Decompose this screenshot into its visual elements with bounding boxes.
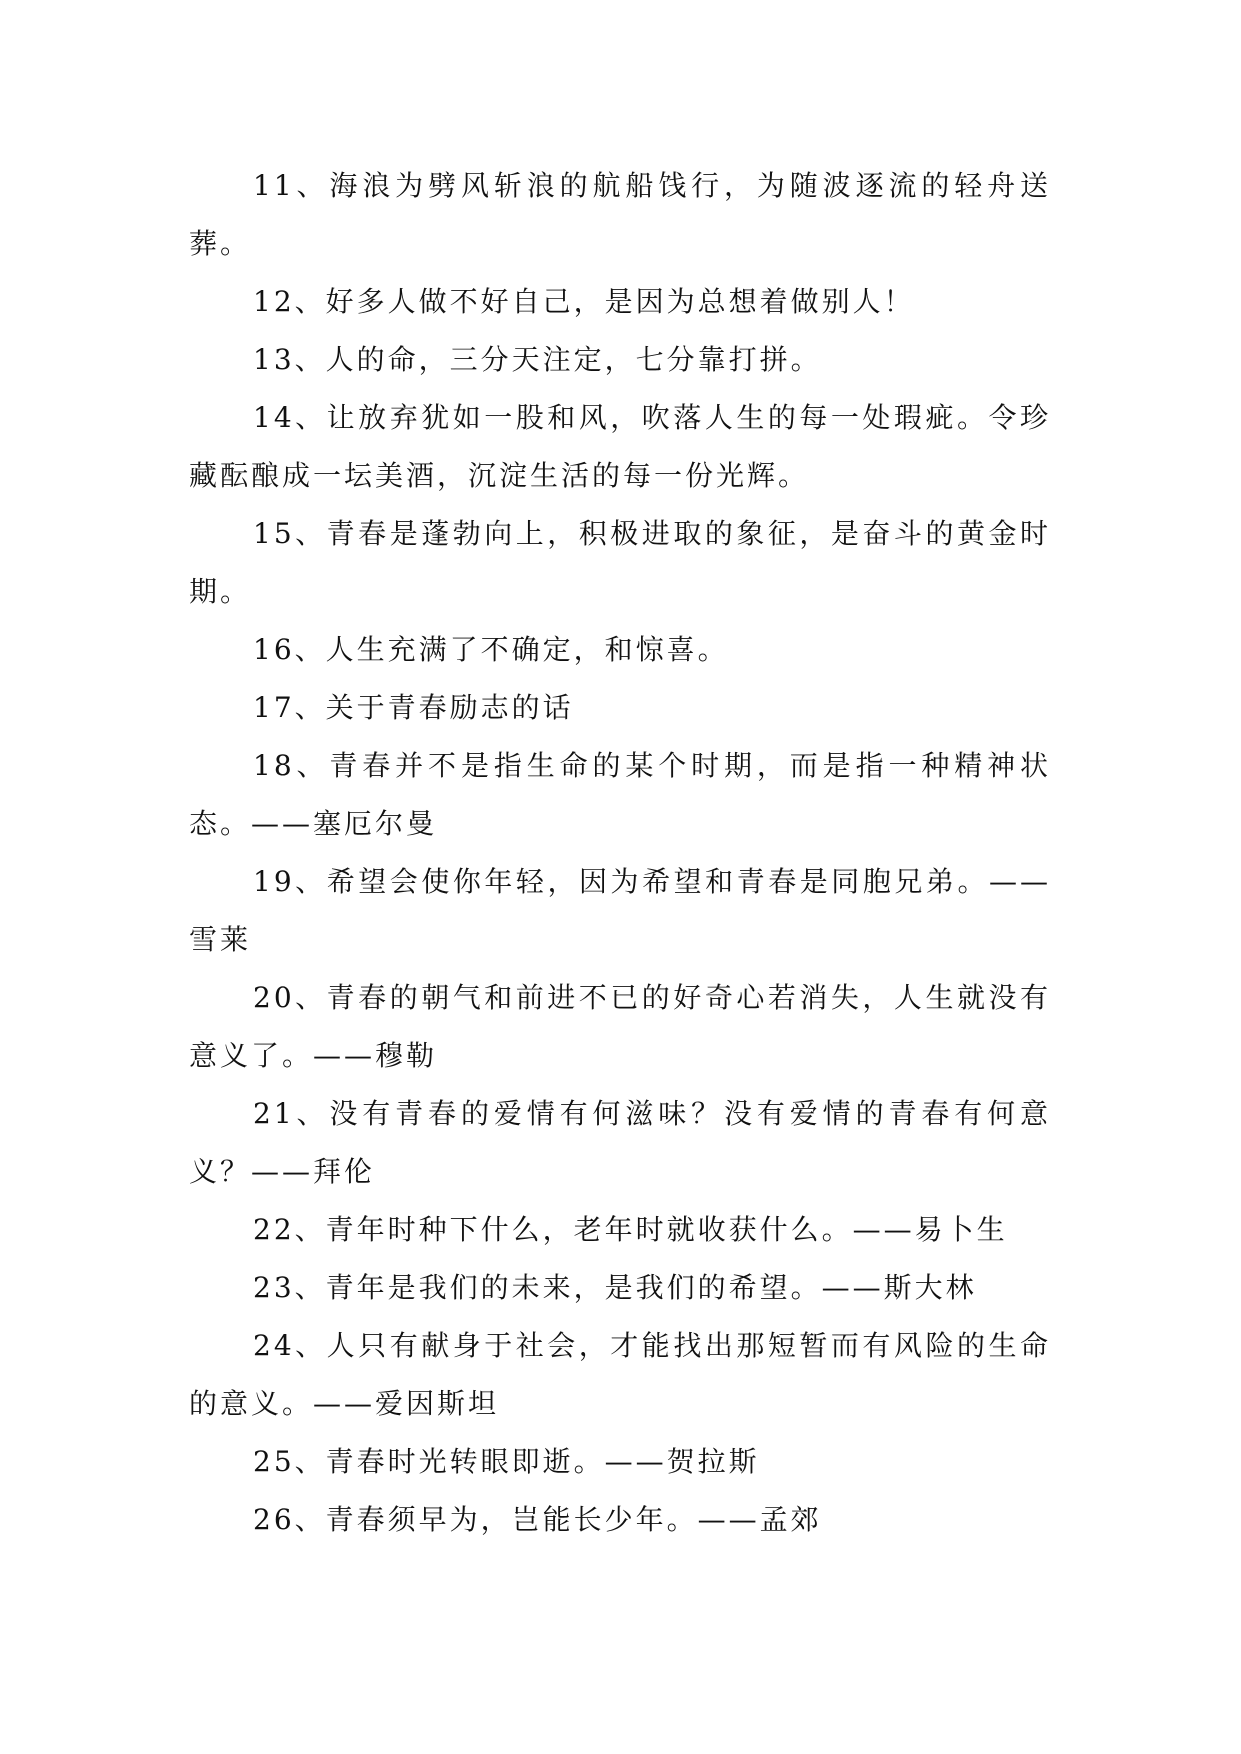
paragraph-11: 11、海浪为劈风斩浪的航船饯行，为随波逐流的轻舟送葬。 [189,169,1051,260]
paragraph-24: 24、人只有献身于社会，才能找出那短暂而有风险的生命的意义。——爱因斯坦 [189,1329,1051,1420]
paragraph-17: 17、关于青春励志的话 [253,691,574,724]
paragraph-13: 13、人的命，三分天注定，七分靠打拼。 [253,343,822,376]
paragraph-18: 18、青春并不是指生命的某个时期，而是指一种精神状态。——塞厄尔曼 [189,749,1051,840]
paragraph-19: 19、希望会使你年轻，因为希望和青春是同胞兄弟。——雪莱 [189,865,1051,956]
paragraph-14: 14、让放弃犹如一股和风，吹落人生的每一处瑕疵。令珍藏酝酿成一坛美酒，沉淀生活的每一份光辉。 [189,401,1051,492]
paragraph-22: 22、青年时种下什么，老年时就收获什么。——易卜生 [253,1213,1008,1246]
paragraph-23: 23、青年是我们的未来，是我们的希望。——斯大林 [253,1271,977,1304]
paragraph-20: 20、青春的朝气和前进不已的好奇心若消失，人生就没有意义了。——穆勒 [189,981,1051,1072]
paragraph-26: 26、青春须早为，岂能长少年。——孟郊 [253,1503,822,1536]
paragraph-25: 25、青春时光转眼即逝。——贺拉斯 [253,1445,760,1478]
document-body [189,157,1051,1549]
paragraph-21: 21、没有青春的爱情有何滋味？没有爱情的青春有何意义？——拜伦 [189,1097,1051,1188]
paragraph-16: 16、人生充满了不确定，和惊喜。 [253,633,729,666]
paragraph-12: 12、好多人做不好自己，是因为总想着做别人！ [253,285,915,318]
paragraph-15: 15、青春是蓬勃向上，积极进取的象征，是奋斗的黄金时期。 [189,517,1051,608]
